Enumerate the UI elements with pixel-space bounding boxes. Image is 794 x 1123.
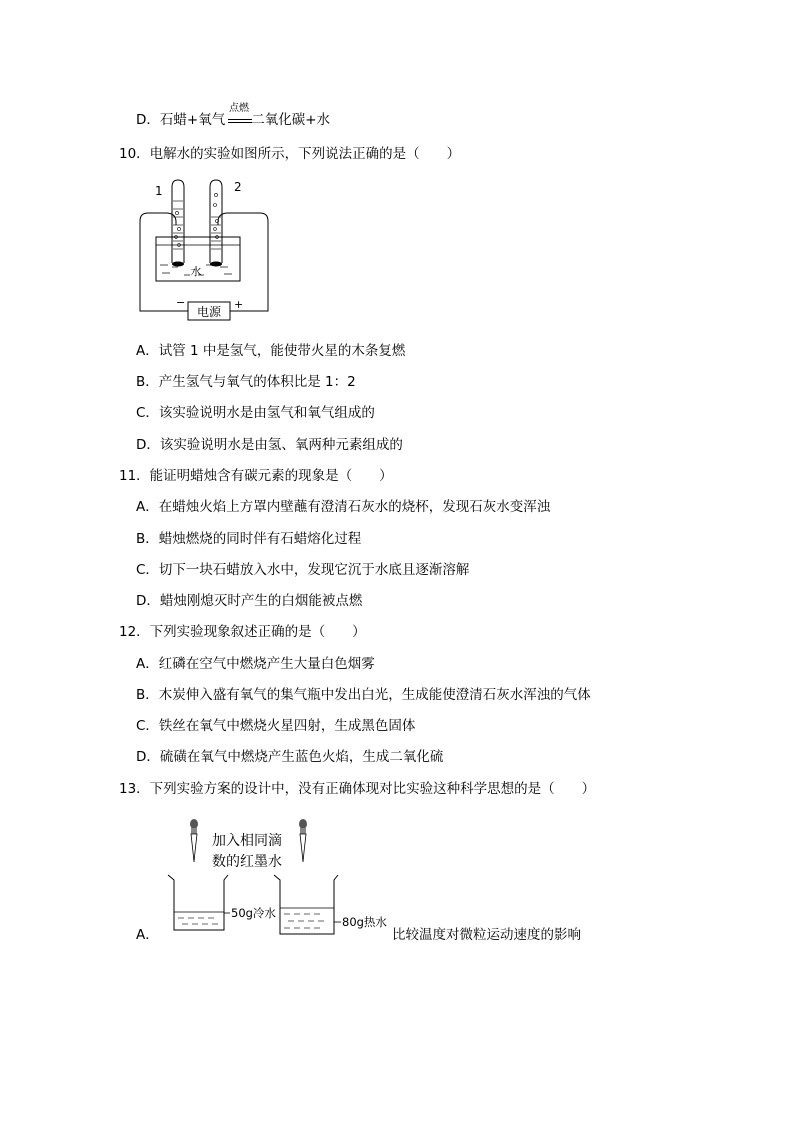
- plus-label: +: [234, 298, 244, 311]
- q10-option-b: B．产生氢气与氧气的体积比是 1：2: [136, 374, 356, 390]
- beaker2-label: 80g热水: [342, 915, 387, 929]
- dropper-note-line2: 数的红墨水: [212, 854, 282, 870]
- reaction-equals-line-2: [228, 122, 252, 123]
- reaction-equals-line: [228, 119, 252, 120]
- q11-option-c: C．切下一块石蜡放入水中，发现它沉于水底且逐渐溶解: [136, 562, 470, 578]
- q12-stem: 12．下列实验现象叙述正确的是（ ）: [119, 624, 366, 640]
- products: 二氧化碳+水: [251, 112, 331, 128]
- tube2-label: 2: [234, 180, 242, 194]
- reaction-condition: 点燃: [229, 103, 249, 114]
- q11-option-d: D．蜡烛刚熄灭时产生的白烟能被点燃: [136, 593, 363, 609]
- q12-option-c: C．铁丝在氧气中燃烧火星四射，生成黑色固体: [136, 718, 416, 734]
- q12-option-d: D．硫磺在氧气中燃烧产生蓝色火焰，生成二氧化硫: [136, 749, 444, 765]
- q10-stem: 10．电解水的实验如图所示，下列说法正确的是（ ）: [119, 146, 461, 162]
- q13-stem: 13．下列实验方案的设计中，没有正确体现对比实验这种科学思想的是（ ）: [119, 781, 596, 797]
- dropper-note-line1: 加入相同滴: [212, 833, 282, 849]
- reactants: 石蜡+氧气: [159, 112, 226, 128]
- q10-option-c: C．该实验说明水是由氢气和氧气组成的: [136, 405, 375, 421]
- option-label: D．: [136, 112, 160, 128]
- q10-option-d: D．该实验说明水是由氢、氧两种元素组成的: [136, 437, 403, 453]
- beaker-comparison-diagram: [160, 812, 410, 942]
- q13-option-a-purpose: 比较温度对微粒运动速度的影响: [392, 927, 581, 943]
- q12-option-b: B．木炭伸入盛有氧气的集气瓶中发出白光，生成能使澄清石灰水浑浊的气体: [136, 687, 591, 703]
- q11-option-b: B．蜡烛燃烧的同时伴有石蜡熔化过程: [136, 531, 362, 547]
- q10-option-a: A．试管 1 中是氢气，能使带火星的木条复燃: [136, 343, 406, 359]
- power-label: 电源: [196, 305, 222, 319]
- beaker1-label: 50g冷水: [231, 906, 276, 920]
- electrolysis-diagram: [138, 175, 278, 325]
- water-label: 水: [190, 265, 202, 278]
- q13-option-a-label: A．: [136, 927, 159, 943]
- q11-stem: 11．能证明蜡烛含有碳元素的现象是（ ）: [119, 468, 393, 484]
- q11-option-a: A．在蜡烛火焰上方罩内壁蘸有澄清石灰水的烧杯，发现石灰水变浑浊: [136, 499, 551, 515]
- minus-label: −: [176, 296, 186, 309]
- tube1-label: 1: [155, 184, 163, 198]
- q12-option-a: A．红磷在空气中燃烧产生大量白色烟雾: [136, 656, 375, 672]
